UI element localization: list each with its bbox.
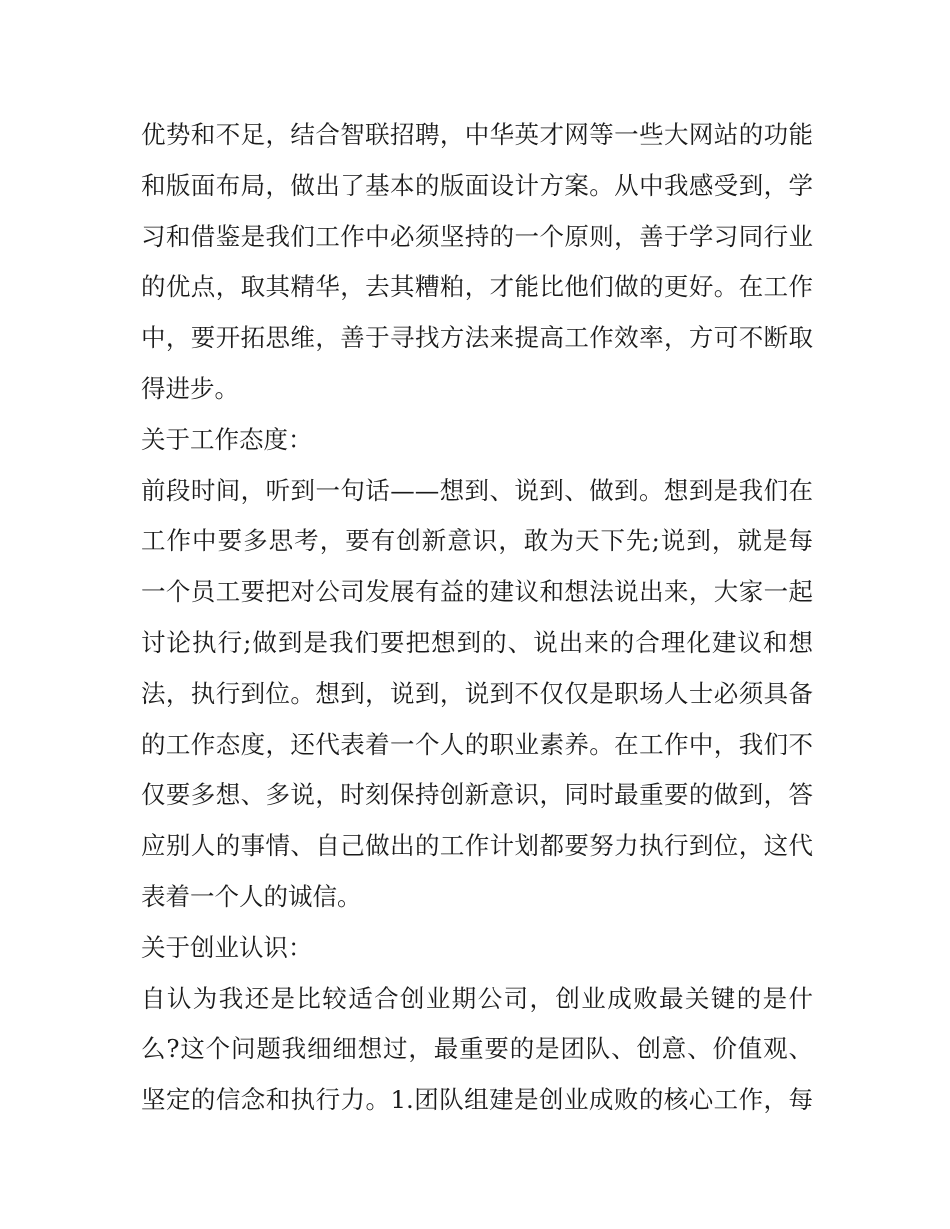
text-line: 和版面布局，做出了基本的版面设计方案。从中我感受到，学 bbox=[141, 170, 813, 200]
text-line: 一个员工要把对公司发展有益的建议和想法说出来，大家一起 bbox=[141, 577, 813, 607]
text-line: 工作中要多思考，要有创新意识，敢为天下先;说到，就是每 bbox=[141, 526, 813, 556]
paragraph-entrepreneurship bbox=[141, 974, 813, 1126]
text-line: 习和借鉴是我们工作中必须坚持的一个原则，善于学习同行业 bbox=[141, 221, 813, 251]
text-line: 前段时间，听到一句话——想到、说到、做到。想到是我们在 bbox=[141, 475, 813, 505]
section-heading-entrepreneurship: 关于创业认识： bbox=[141, 932, 313, 962]
text-line: 优势和不足，结合智联招聘，中华英才网等一些大网站的功能 bbox=[141, 120, 813, 149]
text-line: 法，执行到位。想到，说到，说到不仅仅是职场人士必须具备 bbox=[141, 678, 813, 708]
text-line: 仅要多想、多说，时刻保持创新意识，同时最重要的做到，答 bbox=[141, 780, 813, 810]
text-line: 讨论执行;做到是我们要把想到的、说出来的合理化建议和想 bbox=[141, 627, 813, 657]
text-line: 自认为我还是比较适合创业期公司，创业成败最关键的是什 bbox=[141, 983, 813, 1013]
text-line: 的优点，取其精华，去其糟粕，才能比他们做的更好。在工作 bbox=[141, 272, 813, 302]
document-body bbox=[141, 110, 813, 1126]
text-line: 应别人的事情、自己做出的工作计划都要努力执行到位，这代 bbox=[141, 831, 813, 861]
text-line: 么?这个问题我细细想过，最重要的是团队、创意、价值观、 bbox=[141, 1034, 813, 1064]
text-line: 得进步。 bbox=[141, 373, 239, 403]
text-line: 的工作态度，还代表着一个人的职业素养。在工作中，我们不 bbox=[141, 729, 813, 759]
paragraph-learning bbox=[141, 110, 813, 415]
paragraph-attitude bbox=[141, 466, 813, 923]
text-line: 中，要开拓思维，善于寻找方法来提高工作效率，方可不断取 bbox=[141, 323, 813, 353]
text-line: 坚定的信念和执行力。1.团队组建是创业成败的核心工作，每 bbox=[141, 1085, 813, 1115]
section-heading-attitude: 关于工作态度： bbox=[141, 424, 313, 454]
text-line: 表着一个人的诚信。 bbox=[141, 881, 362, 911]
